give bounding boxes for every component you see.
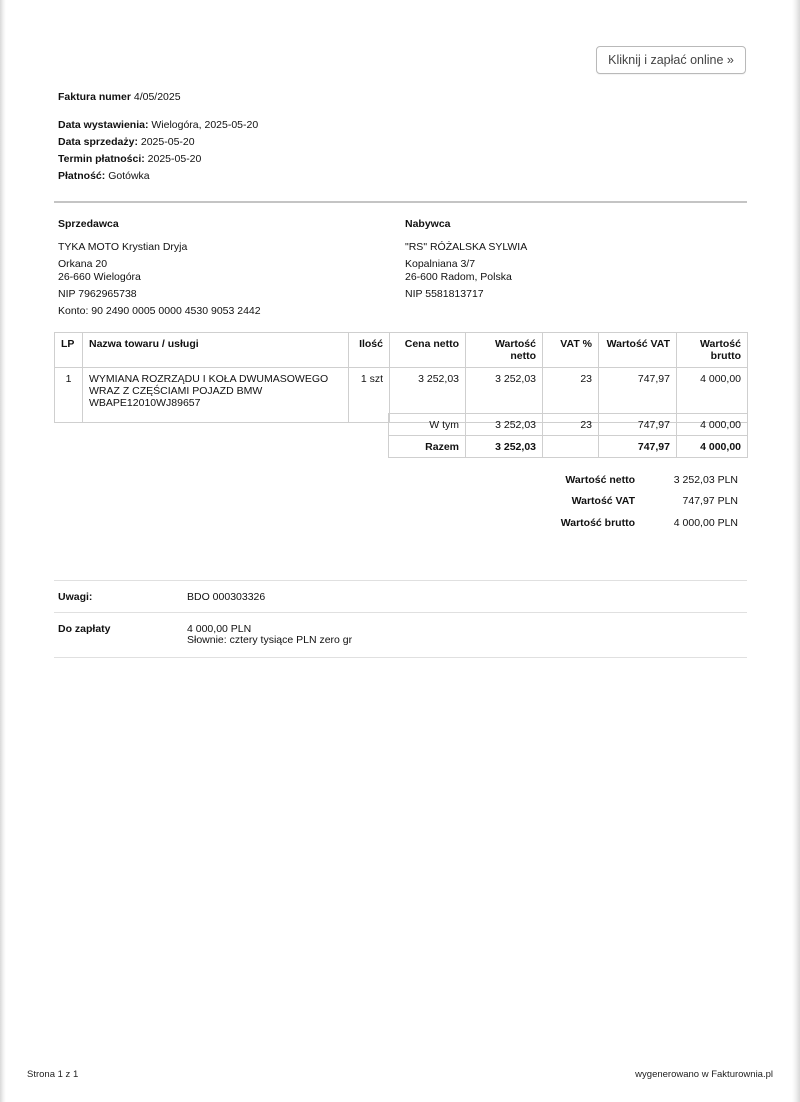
issue-date-label: Data wystawienia: bbox=[58, 119, 149, 131]
buyer-name: "RS" RÓŻALSKA SYLWIA bbox=[405, 241, 528, 253]
total-net-value: 3 252,03 bbox=[466, 436, 543, 458]
summary-vat-value: 747,97 bbox=[599, 414, 677, 436]
row-net-value: 3 252,03 bbox=[466, 368, 543, 423]
summary-vat-rate: 23 bbox=[543, 414, 599, 436]
row-name: WYMIANA ROZRZĄDU I KOŁA DWUMASOWEGO WRAZ Z CZĘŚCIAMI POJAZD BMW WBAPE12010WJ89657 bbox=[83, 368, 349, 423]
buyer-street: Kopalniana 3/7 bbox=[405, 258, 476, 270]
totals-vat-label: Wartość VAT bbox=[571, 495, 635, 507]
payment-method bbox=[58, 170, 150, 182]
buyer-nip: NIP 5581813717 bbox=[405, 288, 484, 300]
buyer-heading: Nabywca bbox=[405, 218, 451, 230]
summary-row-total bbox=[389, 436, 748, 458]
row-lp: 1 bbox=[55, 368, 83, 423]
total-vat-rate bbox=[543, 436, 599, 458]
header-divider bbox=[54, 201, 747, 203]
to-pay-label: Do zapłaty bbox=[58, 623, 111, 635]
generated-by: wygenerowano w Fakturownia.pl bbox=[635, 1069, 773, 1080]
totals-gross-value: 4 000,00 PLN bbox=[673, 517, 738, 529]
totals-gross-label: Wartość brutto bbox=[560, 517, 635, 529]
col-header-vat-value: Wartość VAT bbox=[599, 333, 677, 368]
remarks-value: BDO 000303326 bbox=[187, 591, 266, 603]
table-header-row bbox=[55, 333, 748, 368]
notes-divider-middle bbox=[54, 612, 747, 613]
col-header-vat-rate: VAT % bbox=[543, 333, 599, 368]
due-date bbox=[58, 153, 201, 165]
payment-method-value: Gotówka bbox=[108, 170, 150, 182]
page-edge-right bbox=[792, 0, 800, 1102]
total-gross-value: 4 000,00 bbox=[677, 436, 748, 458]
totals-vat-value: 747,97 PLN bbox=[682, 495, 738, 507]
col-header-lp: LP bbox=[55, 333, 83, 368]
col-header-net-value: Wartość netto bbox=[466, 333, 543, 368]
issue-date bbox=[58, 119, 258, 131]
seller-heading: Sprzedawca bbox=[58, 218, 119, 230]
seller-account: Konto: 90 2490 0005 0000 4530 9053 2442 bbox=[58, 305, 261, 317]
to-pay-words: Słownie: cztery tysiące PLN zero gr bbox=[187, 634, 353, 646]
seller-name: TYKA MOTO Krystian Dryja bbox=[58, 241, 188, 253]
total-vat-value: 747,97 bbox=[599, 436, 677, 458]
page-edge-left bbox=[0, 0, 6, 1102]
col-header-net-price: Cena netto bbox=[390, 333, 466, 368]
summary-gross-value: 4 000,00 bbox=[677, 414, 748, 436]
totals-net-label: Wartość netto bbox=[565, 474, 635, 486]
seller-city: 26-660 Wielogóra bbox=[58, 271, 141, 283]
row-net-price: 3 252,03 bbox=[390, 368, 466, 423]
sale-date-value: 2025-05-20 bbox=[140, 136, 195, 148]
col-header-qty: Ilość bbox=[349, 333, 390, 368]
seller-street: Orkana 20 bbox=[58, 258, 108, 270]
seller-nip: NIP 7962965738 bbox=[58, 288, 137, 300]
row-vat-rate: 23 bbox=[543, 368, 599, 423]
page-number: Strona 1 z 1 bbox=[27, 1069, 79, 1080]
summary-table bbox=[388, 413, 748, 458]
due-date-value: 2025-05-20 bbox=[147, 153, 202, 165]
notes-divider-top bbox=[54, 580, 747, 581]
notes-divider-bottom bbox=[54, 657, 747, 658]
summary-label: W tym bbox=[389, 414, 466, 436]
invoice-number-label: Faktura numer bbox=[58, 91, 131, 103]
items-table bbox=[54, 332, 748, 423]
remarks-label: Uwagi: bbox=[58, 591, 93, 603]
to-pay-value: 4 000,00 PLN bbox=[187, 623, 252, 635]
pay-online-button[interactable]: Kliknij i zapłać online » bbox=[596, 46, 746, 74]
sale-date-label: Data sprzedaży: bbox=[58, 136, 138, 148]
summary-row-including bbox=[389, 414, 748, 436]
buyer-city: 26-600 Radom, Polska bbox=[405, 271, 512, 283]
row-vat-value: 747,97 bbox=[599, 368, 677, 423]
due-date-label: Termin płatności: bbox=[58, 153, 145, 165]
totals-net-value: 3 252,03 PLN bbox=[673, 474, 738, 486]
sale-date bbox=[58, 136, 195, 148]
col-header-name: Nazwa towaru / usługi bbox=[83, 333, 349, 368]
row-qty: 1 szt bbox=[349, 368, 390, 423]
payment-method-label: Płatność: bbox=[58, 170, 106, 182]
invoice-number bbox=[58, 91, 181, 103]
total-label: Razem bbox=[389, 436, 466, 458]
summary-net-value: 3 252,03 bbox=[466, 414, 543, 436]
col-header-gross-value: Wartość brutto bbox=[677, 333, 748, 368]
issue-date-value: Wielogóra, 2025-05-20 bbox=[151, 119, 259, 131]
row-gross-value: 4 000,00 bbox=[677, 368, 748, 423]
invoice-number-value: 4/05/2025 bbox=[133, 91, 181, 103]
